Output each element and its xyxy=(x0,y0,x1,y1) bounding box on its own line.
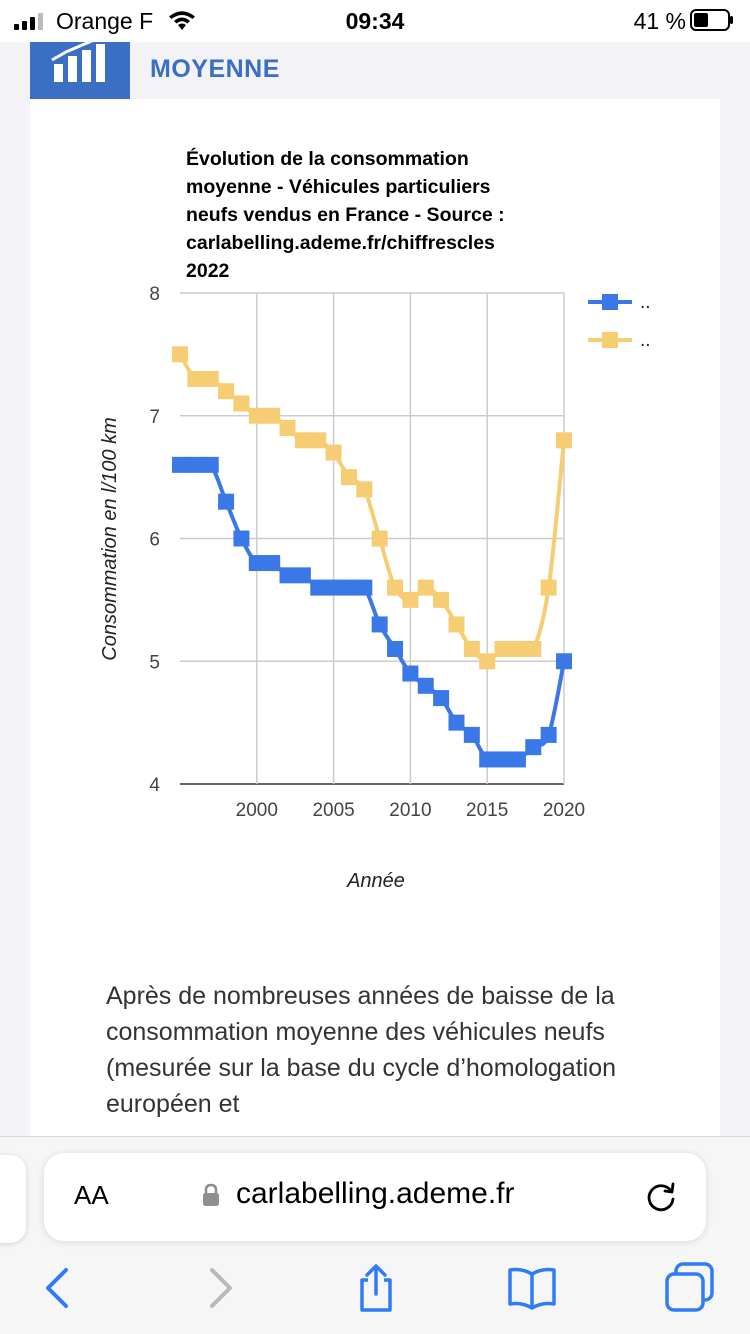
x-tick-label: 2010 xyxy=(389,800,432,821)
data-point xyxy=(249,408,265,424)
chart-title-line: carlabelling.ademe.fr/chiffrescles xyxy=(186,232,495,254)
data-point xyxy=(233,395,249,411)
consumption-line-chart xyxy=(30,99,720,919)
data-point xyxy=(387,641,403,657)
status-bar xyxy=(0,0,750,42)
data-point xyxy=(172,346,188,362)
share-icon[interactable] xyxy=(348,1260,404,1316)
x-tick-label: 2005 xyxy=(312,800,355,821)
url-text[interactable]: carlabelling.ademe.fr xyxy=(236,1177,515,1210)
data-point xyxy=(310,432,326,448)
data-point xyxy=(556,653,572,669)
data-point xyxy=(326,580,342,596)
data-point xyxy=(387,580,403,596)
data-point xyxy=(433,690,449,706)
legend-label: .. xyxy=(640,292,651,313)
data-point xyxy=(418,678,434,694)
data-point xyxy=(341,580,357,596)
text-size-label: AA xyxy=(74,1180,109,1210)
legend-swatch-marker xyxy=(602,294,618,310)
y-tick-label: 6 xyxy=(149,529,160,551)
lock-icon xyxy=(202,1183,220,1207)
carrier-name: Orange F xyxy=(56,8,154,34)
data-point xyxy=(233,531,249,547)
data-point xyxy=(218,494,234,510)
chart-series xyxy=(172,346,572,767)
data-point xyxy=(541,580,557,596)
data-point xyxy=(172,457,188,473)
data-point xyxy=(479,653,495,669)
data-point xyxy=(479,751,495,767)
data-point xyxy=(402,592,418,608)
x-tick-label: 2000 xyxy=(235,800,278,821)
back-icon[interactable] xyxy=(30,1260,86,1316)
x-tick-label: 2015 xyxy=(466,800,509,821)
data-point xyxy=(510,641,526,657)
bar-chart-logo-icon xyxy=(48,42,112,82)
data-point xyxy=(448,616,464,632)
x-axis-label: Année xyxy=(347,870,405,892)
data-point xyxy=(310,580,326,596)
data-point xyxy=(541,727,557,743)
chart-axes xyxy=(149,284,585,821)
section-title: MOYENNE xyxy=(150,55,280,83)
data-point xyxy=(510,751,526,767)
data-point xyxy=(295,567,311,583)
text-size-button[interactable] xyxy=(74,1179,109,1211)
tabs-icon[interactable] xyxy=(662,1260,718,1316)
y-tick-label: 4 xyxy=(149,775,160,796)
data-point xyxy=(464,727,480,743)
legend-label: .. xyxy=(640,330,651,351)
y-tick-label: 5 xyxy=(149,652,160,674)
data-point xyxy=(187,371,203,387)
y-axis-label: Consommation en l/100 km xyxy=(99,417,121,661)
data-point xyxy=(418,580,434,596)
data-point xyxy=(464,641,480,657)
data-point xyxy=(495,641,511,657)
data-point xyxy=(218,383,234,399)
data-point xyxy=(525,739,541,755)
previous-tab-peek[interactable] xyxy=(0,1155,26,1243)
data-point xyxy=(495,751,511,767)
data-point xyxy=(264,408,280,424)
x-tick-label: 2020 xyxy=(542,800,586,821)
data-point xyxy=(280,420,296,436)
battery-icon xyxy=(690,9,734,31)
chart-title-line: 2022 xyxy=(186,260,230,282)
legend-swatch-marker xyxy=(602,332,618,348)
data-point xyxy=(556,432,572,448)
y-tick-label: 7 xyxy=(149,406,160,428)
data-point xyxy=(295,432,311,448)
data-point xyxy=(326,445,342,461)
chart-title-line: moyenne - Véhicules particuliers xyxy=(186,176,491,198)
data-point xyxy=(372,531,388,547)
y-tick-label: 8 xyxy=(149,284,160,305)
data-point xyxy=(448,715,464,731)
forward-icon[interactable] xyxy=(192,1260,248,1316)
data-point xyxy=(525,641,541,657)
chart-legend xyxy=(588,292,651,351)
data-point xyxy=(433,592,449,608)
battery-percentage: 41 % xyxy=(633,8,686,34)
data-point xyxy=(203,371,219,387)
data-point xyxy=(187,457,203,473)
data-point xyxy=(341,469,357,485)
data-point xyxy=(203,457,219,473)
data-point xyxy=(372,616,388,632)
data-point xyxy=(402,666,418,682)
article-paragraph: Après de nombreuses années de baisse de la consommation moyenne des véhicules neufs (mesurée sur la base du cycle d’homologation européen et xyxy=(106,982,616,1118)
clock: 09:34 xyxy=(345,8,405,34)
data-point xyxy=(356,481,372,497)
bookmarks-icon[interactable] xyxy=(504,1260,560,1316)
chart-title-line: neufs vendus en France - Source : xyxy=(186,204,505,226)
data-point xyxy=(264,555,280,571)
site-logo[interactable] xyxy=(30,42,130,99)
chart-title-line: Évolution de la consommation xyxy=(186,148,469,170)
address-bar[interactable] xyxy=(44,1153,706,1241)
data-point xyxy=(249,555,265,571)
reload-icon[interactable] xyxy=(644,1179,678,1213)
data-point xyxy=(356,580,372,596)
data-point xyxy=(280,567,296,583)
